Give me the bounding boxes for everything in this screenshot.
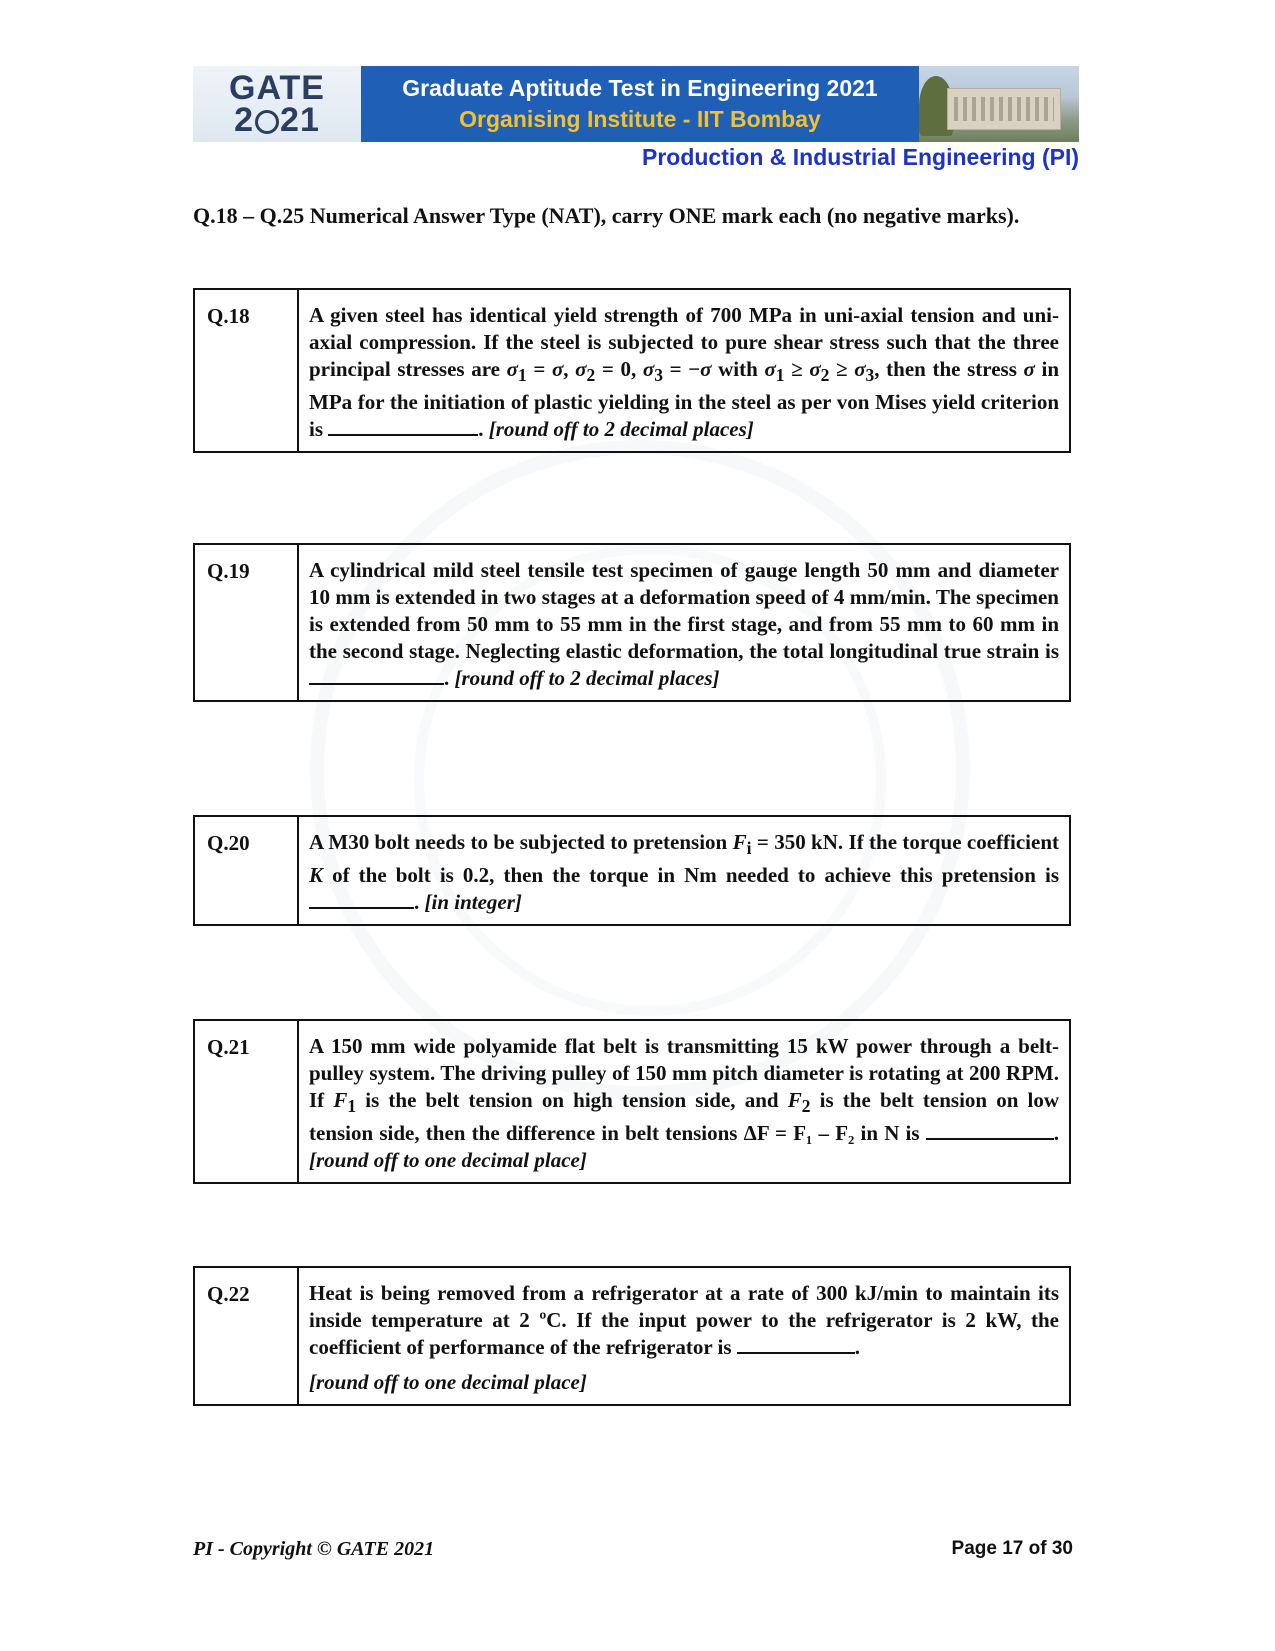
question-number: Q.19 (195, 545, 299, 700)
question-text: A cylindrical mild steel tensile test specimen of gauge length 50 mm and diameter 10 mm is extended in two stages at a deformation speed of 4 mm/min. The specimen is extended from 50 mm to 55 mm in the first stage, and from 55 mm to 60 mm in the second stage. Neglecting elastic deformation, the total longitudinal true strain is (309, 558, 1059, 663)
section-heading: Q.18 – Q.25 Numerical Answer Type (NAT), carry ONE mark each (no negative marks). (193, 203, 1020, 228)
instruction: [round off to one decimal place] (309, 1148, 587, 1173)
question-box-q20: Q.20 A M30 bolt needs to be subjected to pretension $F_i = 350$ kN. If the torque coefficient K of the bolt is 0.2, then the torque in Nm needed to achieve this pretension is . [in integer] (193, 815, 1071, 926)
question-box-q18 (193, 288, 1071, 453)
instruction: [round off to 2 decimal places] (454, 666, 720, 690)
instruction: [round off to one decimal place] (309, 1370, 587, 1394)
organising-institute: Organising Institute - IIT Bombay (459, 106, 821, 132)
answer-blank (328, 416, 478, 436)
logo-year-b: 21 (280, 101, 320, 139)
subject-title: Production & Industrial Engineering (PI) (641, 144, 1079, 170)
question-number: Q.18 (195, 290, 299, 451)
question-box-q22: Q.22 Heat is being removed from a refrigerator at a rate of 300 kJ/min to maintain its inside temperature at 2 ºC. If the input power to the refrigerator is 2 kW, the coefficient of performance of the refrigerator is . [round off to one decimal place] (193, 1266, 1071, 1406)
question-number: Q.21 (195, 1021, 299, 1182)
institute-watermark (310, 440, 970, 1100)
header-title-band (361, 66, 919, 142)
question-text: A given steel has identical yield strength of 700 MPa in uni-axial tension and uni-axial compression. If the steel is subjected to pure shear stress such that the three principal stresses are $\sigma_1 = \sigma$, $\sigma_2 = 0$, $\sigma_3 = -\sigma$ with $\sigma_1 \ge \sigma_2 \ge \sigma_3$, then the stress σ in MPa for the initiation of plastic yielding in the steel as per von Mises yield criterion is . [round off to 2 decimal places] (309, 303, 1059, 442)
gate-logo (193, 66, 361, 142)
instruction: [round off to 2 decimal places] (488, 417, 754, 442)
question-box-q21: Q.21 A 150 mm wide polyamide flat belt is transmitting 15 kW power through a belt-pulley system. The driving pulley of 150 mm pitch diameter is rotating at 200 RPM. If $F_1$ is the belt tension on high tension side, and $F_2$ is the belt tension on low tension side, then the difference in belt tensions ΔF = F₁ – F₂ in N is . [round off to one decimal place] (193, 1019, 1071, 1184)
footer-copyright: PI - Copyright © GATE 2021 (193, 1538, 435, 1560)
answer-blank (926, 1120, 1054, 1140)
logo-line1: GATE (229, 69, 325, 107)
instruction: [in integer] (424, 890, 522, 915)
exam-title: Graduate Aptitude Test in Engineering 2021 (402, 75, 878, 101)
question-box-q19: Q.19 A cylindrical mild steel tensile test specimen of gauge length 50 mm and diameter 10 mm is extended in two stages at a deformation speed of 4 mm/min. The specimen is extended from 50 mm to 55 mm in the first stage, and from 55 mm to 60 mm in the second stage. Neglecting elastic deformation, the total longitudinal true strain is . [round off to 2 decimal places] (193, 543, 1071, 702)
footer-page-number: Page 17 of 30 (951, 1538, 1073, 1559)
logo-year-a: 2 (234, 101, 255, 139)
header-banner (193, 66, 1079, 142)
answer-blank (309, 889, 414, 909)
question-number: Q.20 (195, 817, 299, 924)
campus-photo (919, 66, 1079, 142)
seal-icon (255, 110, 279, 134)
question-text: Heat is being removed from a refrigerator at a rate of 300 kJ/min to maintain its inside temperature at 2 ºC. If the input power to the refrigerator is 2 kW, the coefficient of performance of the refrigerator is (309, 1281, 1059, 1359)
answer-blank (309, 665, 444, 685)
answer-blank (737, 1334, 855, 1354)
question-number: Q.22 (195, 1268, 299, 1404)
